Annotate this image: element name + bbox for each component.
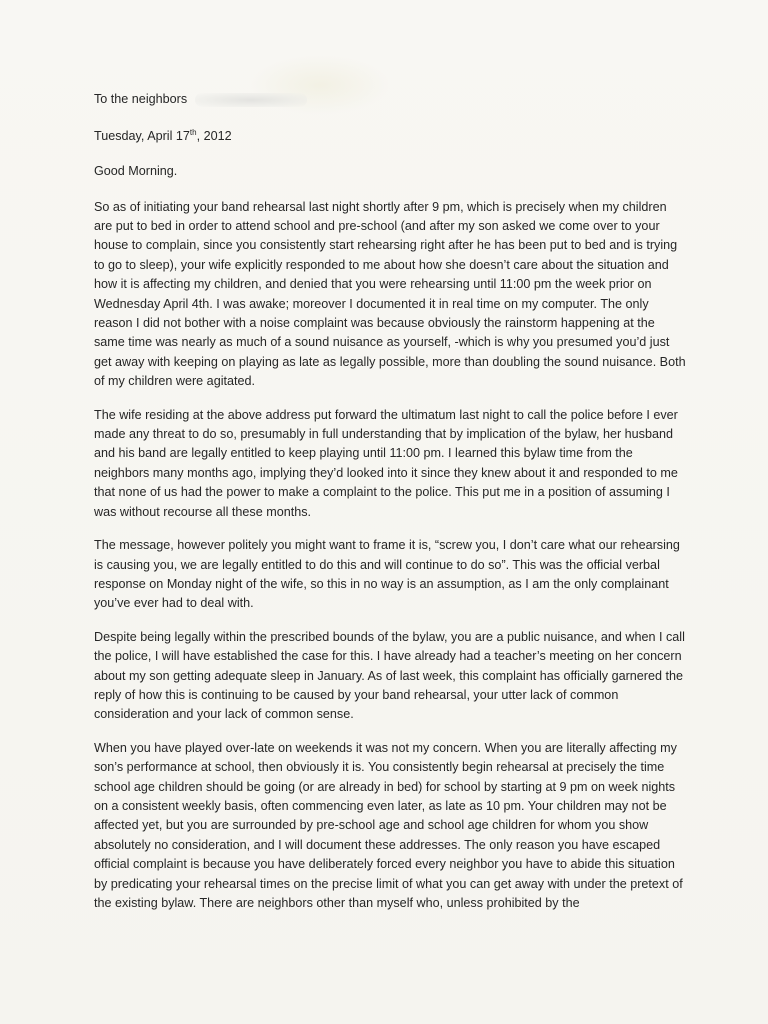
- paragraph-2: The wife residing at the above address put forward the ultimatum last night to call the police before I ever made any threat to do so, presumably in full understanding that by implication of the bylaw, her husband and his band are legally entitled to keep playing until 11:00 pm. I learned this bylaw time from the neighbors many months ago, implying they’d looked into it since they knew about it and responded to me that none of us had the power to make a complaint to the police. This put me in a position of assuming I was without recourse all these months.: [94, 407, 678, 519]
- date-prefix: Tuesday, April 17: [94, 129, 190, 144]
- paragraph-1: So as of initiating your band rehearsal last night shortly after 9 pm, which is precisely when my children are put to bed in order to attend school and pre-school (and after my son asked we come over to your house to complain, since you consistently start rehearsing right after he has been put to bed and is trying to go to sleep), your wife explicitly responded to me about how she doesn’t care about the situation and how it is affecting my children, and denied that you were rehearsing until 11:00 pm the week prior on Wednesday April 4th. I was awake; moreover I documented it in real time on my computer. The only reason I did not bother with a noise complaint was because obviously the rainstorm happening at the same time was nearly as much of a sound nuisance as yourself, -which is why you presumed you’d just get away with keeping on playing as late as legally possible, more than doubling the sound nuisance. Both of my children were agitated.: [94, 199, 686, 389]
- paragraph-3: The message, however politely you might want to frame it is, “screw you, I don’t care what our rehearsing is causing you, we are legally entitled to do this and will continue to do so”. This was the official verbal response on Monday night of the wife, so this in no way is an assumption, as I am the only complainant you’ve ever had to deal with.: [94, 538, 680, 611]
- paragraph-5: When you have played over-late on weekends it was not my concern. When you are literally affecting my son’s performance at school, then obviously it is. You consistently begin rehearsal at precisely the time school age children should be going (or are already in bed) for school by starting at 9 pm on week nights on a consistent weekly basis, often commencing even later, as late as 10 pm. Your children may not be affected yet, but you are surrounded by pre-school age and school age children for whom you show absolutely no consideration, and I will document these addresses. The only reason you have escaped official complaint is because you have deliberately forced every neighbor you have to abide this situation by predicating your rehearsal times on the precise limit of what you can get away with under the pretext of the existing bylaw. There are neighbors other than myself who, unless prohibited by the: [94, 740, 683, 911]
- redacted-name-smudge: [195, 93, 307, 107]
- letter-body: [94, 90, 686, 913]
- date-year: , 2012: [196, 129, 232, 144]
- greeting: Good Morning.: [94, 164, 178, 179]
- letter-date: [94, 127, 686, 146]
- paragraph-4: Despite being legally within the prescribed bounds of the bylaw, you are a public nuisance, and when I call the police, I will have established the case for this. I have already had a teacher’s meeting on her concern about my son getting adequate sleep in January. As of last week, this complaint has officially garnered the reply of how this is continuing to be caused by your band rehearsal, your utter lack of common consideration and your lack of common sense.: [94, 629, 685, 722]
- salutation: To the neighbors: [94, 92, 188, 106]
- date-ordinal-suffix: th: [189, 128, 197, 138]
- salutation-line: [94, 90, 686, 109]
